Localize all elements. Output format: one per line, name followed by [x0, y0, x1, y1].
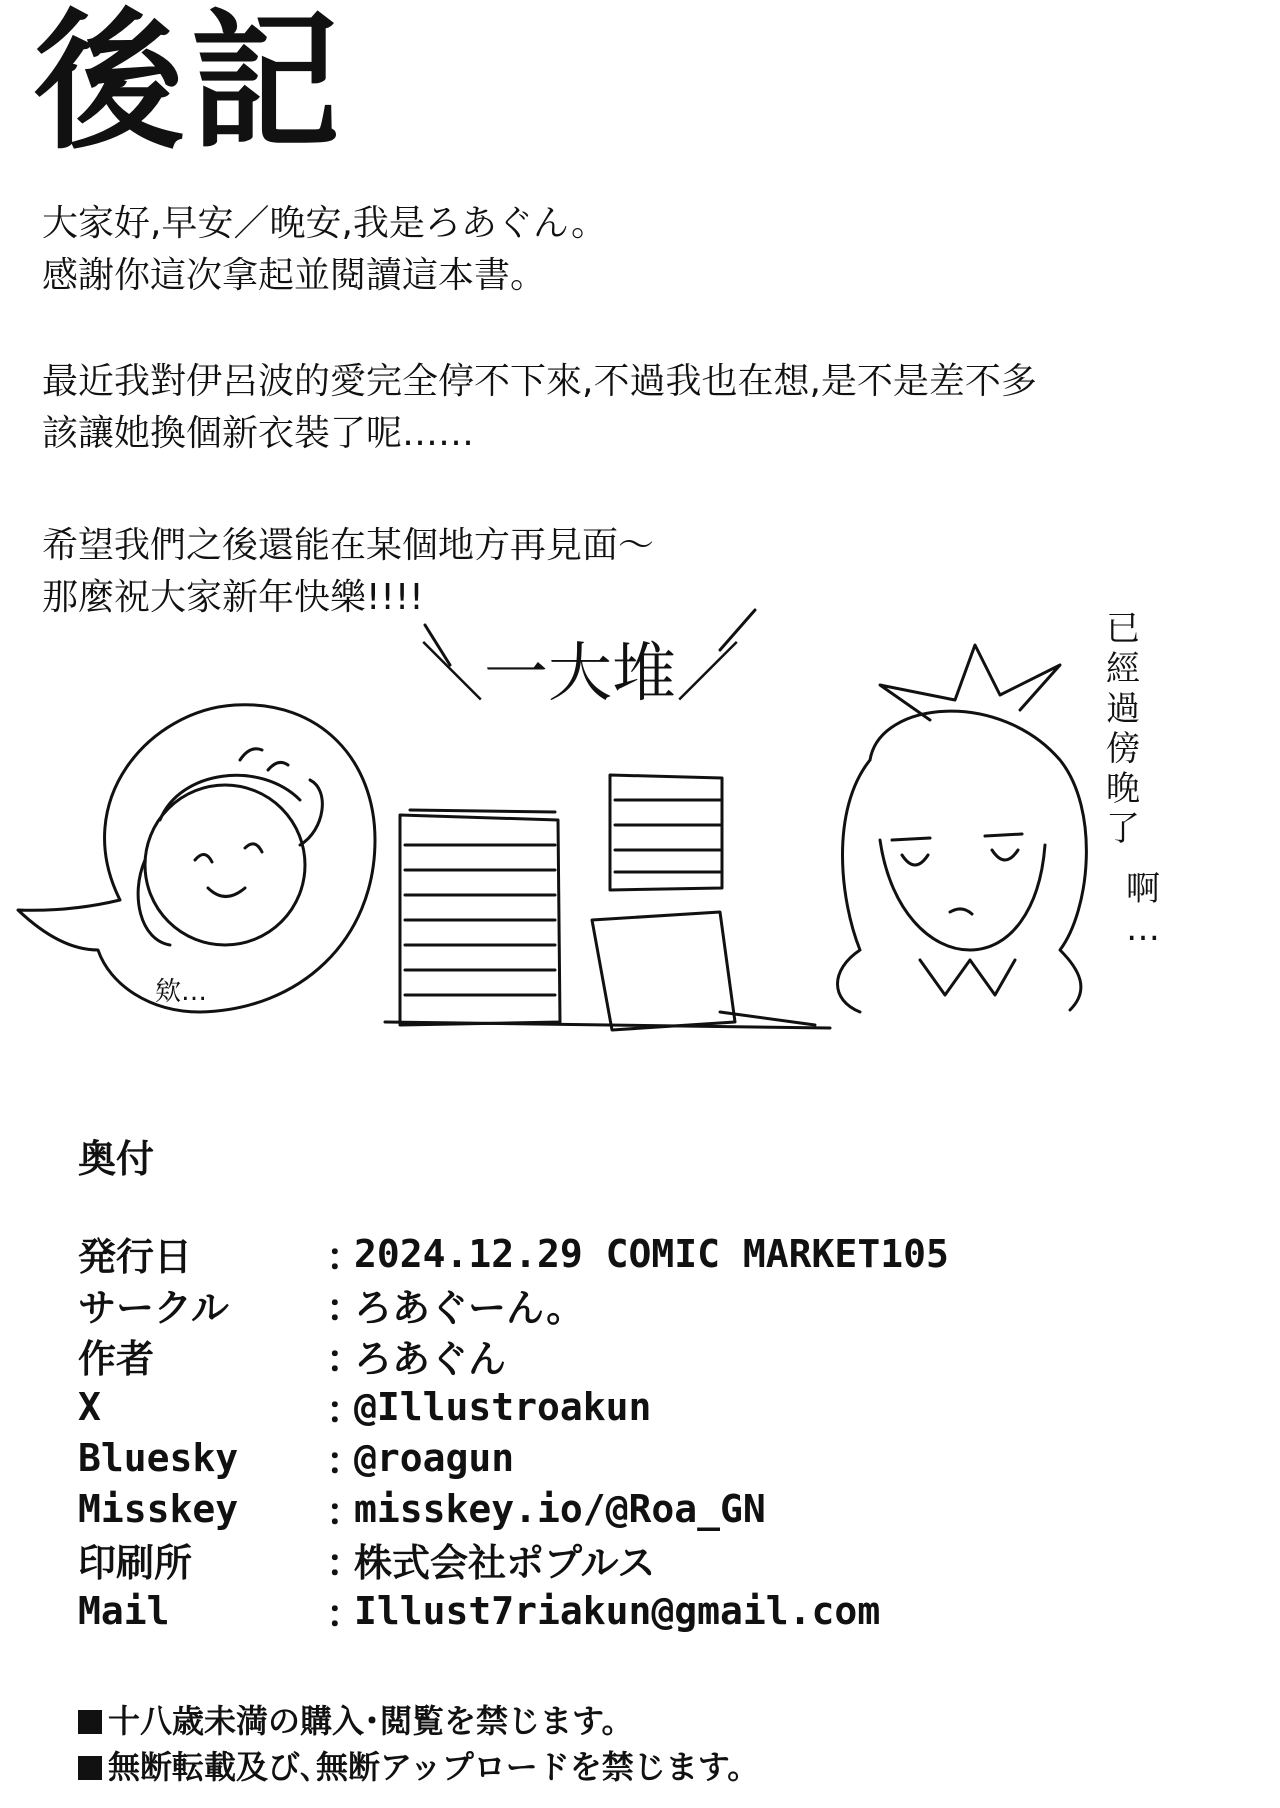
notices	[78, 1698, 759, 1790]
notice-text: 十八歳未満の購入･閲覧を禁じます。	[108, 1702, 634, 1740]
side-text-char: …	[1126, 909, 1160, 949]
page-title: 後記	[34, 0, 347, 170]
colophon-value: @Illustroakun	[354, 1384, 652, 1429]
colophon-table	[78, 1228, 949, 1636]
colophon-label: 発行日	[78, 1235, 193, 1279]
colophon-separator: ：	[326, 1286, 365, 1330]
paragraph-line: 感謝你這次拿起並閱讀這本書。	[42, 255, 547, 296]
colophon-value: 株式会社ポプルス	[354, 1541, 656, 1585]
sweat-drops	[240, 749, 288, 770]
girl-bow	[880, 645, 1060, 720]
colophon-row	[78, 1330, 949, 1381]
girl-hair	[838, 711, 1087, 1012]
colophon-label: 印刷所	[78, 1541, 193, 1585]
colophon-separator: ：	[326, 1337, 365, 1381]
colophon-value: ろあぐん	[354, 1337, 507, 1381]
girl-mouth	[950, 909, 972, 914]
colophon-row	[78, 1279, 949, 1330]
paragraph-line: 最近我對伊呂波的愛完全停不下來,不過我也在想,是不是差不多	[42, 361, 1037, 402]
colophon-row	[78, 1483, 949, 1534]
black-square-icon	[78, 1710, 102, 1734]
laptop	[592, 912, 815, 1030]
colophon-label: Bluesky	[78, 1435, 239, 1480]
colophon-label: Misskey	[78, 1486, 239, 1531]
black-square-icon	[78, 1756, 102, 1780]
paragraph-line: 該讓她換個新衣裝了呢……	[42, 413, 475, 454]
character-closed-eyes	[195, 844, 262, 897]
colophon-separator: ：	[326, 1388, 365, 1432]
notice-line	[78, 1698, 759, 1744]
paper-pile-small	[610, 775, 722, 890]
character-face	[145, 785, 305, 945]
notice-line	[78, 1744, 759, 1790]
side-text-char: 晚	[1106, 769, 1140, 809]
side-text-char: 傍	[1106, 729, 1140, 769]
side-text-char: 啊	[1126, 869, 1160, 909]
iroha-paragraph	[42, 356, 1037, 460]
farewell-paragraph	[42, 520, 654, 624]
side-text-char: 了	[1106, 809, 1140, 849]
illustration	[0, 609, 1280, 1050]
colophon-label: サークル	[78, 1286, 229, 1330]
colophon-value: 2024.12.29 COMIC MARKET105	[354, 1231, 949, 1276]
colophon-label: Mail	[78, 1588, 170, 1633]
paragraph-line: 大家好,早安／晚安,我是ろあぐん。	[42, 203, 608, 244]
bubble-text: 欸…	[155, 977, 208, 1007]
colophon-value: @roagun	[354, 1435, 515, 1480]
greeting-paragraph	[42, 198, 607, 302]
colophon-row	[78, 1585, 949, 1636]
paragraph-line: 那麼祝大家新年快樂!!!!	[42, 577, 424, 618]
colophon-value: misskey.io/@Roa_GN	[354, 1486, 766, 1531]
colophon-separator: ：	[326, 1439, 365, 1483]
colophon-row	[78, 1228, 949, 1279]
side-text-char: 已	[1106, 609, 1140, 649]
girl-collar	[920, 960, 1015, 995]
colophon-label: X	[78, 1384, 101, 1429]
colophon-label: 作者	[78, 1337, 155, 1381]
paragraph-line: 希望我們之後還能在某個地方再見面～	[42, 525, 655, 566]
colophon-row	[78, 1534, 949, 1585]
colophon-separator: ：	[326, 1541, 365, 1585]
pile-text: ＼一大堆／	[420, 637, 740, 711]
colophon-value: Illust7riakun@gmail.com	[354, 1588, 881, 1633]
paper-pile-large	[400, 810, 560, 1025]
colophon-separator: ：	[326, 1592, 365, 1636]
side-text-char: 過	[1106, 689, 1140, 729]
colophon-separator: ：	[326, 1235, 365, 1279]
colophon-separator: ：	[326, 1490, 365, 1534]
colophon-heading: 奥付	[78, 1137, 155, 1181]
colophon-row	[78, 1432, 949, 1483]
colophon-value: ろあぐーん。	[354, 1286, 585, 1330]
girl-eyes	[892, 834, 1022, 865]
notice-text: 無断転載及び､無断アップロードを禁じます。	[108, 1748, 760, 1786]
side-text-char: 經	[1106, 649, 1140, 689]
colophon-row	[78, 1381, 949, 1432]
